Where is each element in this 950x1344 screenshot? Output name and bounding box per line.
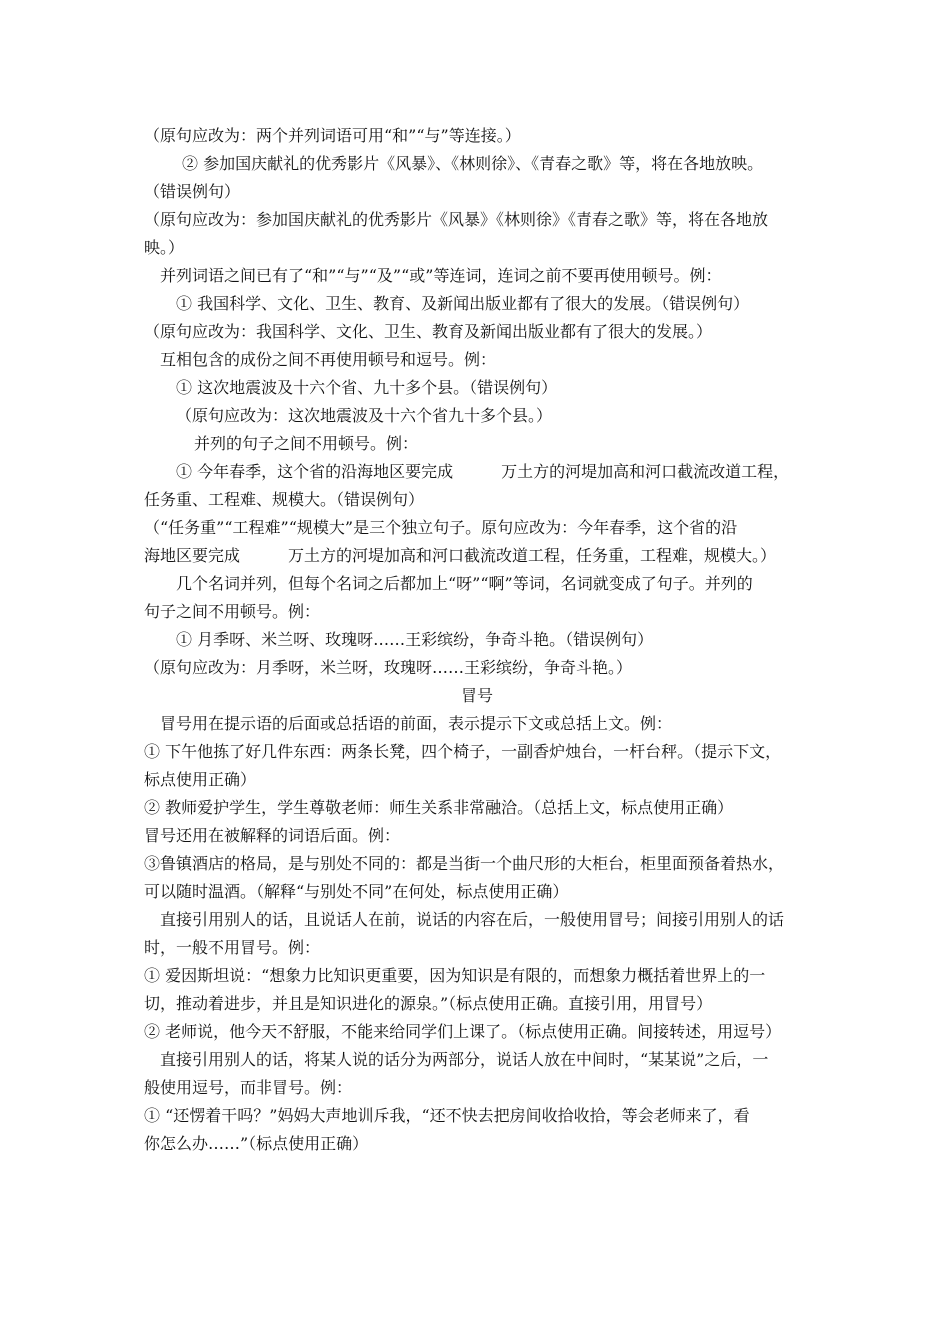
example-sentence: ① 月季呀、米兰呀、玫瑰呀……王彩缤纷，争奇斗艳。（错误例句） xyxy=(176,630,654,649)
example-sentence: ① “还愣着干吗？”妈妈大声地训斥我，“还不快去把房间收拾收拾，等会老师来了，看 xyxy=(144,1106,750,1125)
text-line: 你怎么办……”（标点使用正确） xyxy=(144,1134,369,1153)
example-sentence: ③鲁镇酒店的格局，是与别处不同的：都是当街一个曲尺形的大柜台，柜里面预备着热水， xyxy=(144,854,785,873)
rule-paragraph: 并列的句子之间不用顿号。例： xyxy=(194,434,419,453)
text-line: 映。） xyxy=(144,238,185,257)
example-sentence: ② 教师爱护学生，学生尊敬老师：师生关系非常融洽。（总括上文，标点使用正确） xyxy=(144,798,734,817)
rule-paragraph: 直接引用别人的话，将某人说的话分为两部分，说话人放在中间时，“某某说”之后，一 xyxy=(160,1050,769,1069)
example-sentence: ① 爱因斯坦说：“想象力比知识更重要，因为知识是有限的，而想象力概括着世界上的一 xyxy=(144,966,766,985)
example-sentence: ① 下午他拣了好几件东西：两条长凳，四个椅子，一副香炉烛台，一杆台秤。（提示下文， xyxy=(144,742,782,761)
text-line: （错误例句） xyxy=(144,182,241,201)
text-line: 标点使用正确） xyxy=(144,770,257,789)
text-line: 般使用逗号，而非冒号。例： xyxy=(144,1078,353,1097)
rule-paragraph: 冒号用在提示语的后面或总括语的前面，表示提示下文或总括上文。例： xyxy=(160,714,673,733)
text-line: （原句应改为：参加国庆献礼的优秀影片《风暴》《林则徐》《青春之歌》等，将在各地放 xyxy=(144,210,769,229)
example-sentence: ① 今年春季，这个省的沿海地区要完成 万土方的河堤加高和河口截流改道工程， xyxy=(176,462,790,481)
text-line: 海地区要完成 万土方的河堤加高和河口截流改道工程，任务重，工程难，规模大。） xyxy=(144,546,777,565)
example-sentence: ① 这次地震波及十六个省、九十多个县。（错误例句） xyxy=(176,378,558,397)
rule-paragraph: 直接引用别人的话，且说话人在前，说话的内容在后，一般使用冒号；间接引用别人的话 xyxy=(160,910,785,929)
rule-paragraph: 互相包含的成份之间不再使用顿号和逗号。例： xyxy=(160,350,497,369)
rule-paragraph: 几个名词并列，但每个名词之后都加上“呀”“啊”等词，名词就变成了句子。并列的 xyxy=(176,574,753,593)
text-line: 时，一般不用冒号。例： xyxy=(144,938,321,957)
example-sentence: ① 我国科学、文化、卫生、教育、及新闻出版业都有了很大的发展。（错误例句） xyxy=(176,294,750,313)
rule-paragraph: 并列词语之间已有了“和”“与”“及”“或”等连词，连词之前不要再使用顿号。例： xyxy=(160,266,722,285)
text-line: 句子之间不用顿号。例： xyxy=(144,602,321,621)
section-heading: 冒号 xyxy=(460,686,493,705)
text-line: （原句应改为：两个并列词语可用“和”“与”等连接。） xyxy=(144,126,521,145)
example-sentence: ② 老师说，他今天不舒服，不能来给同学们上课了。（标点使用正确。间接转述，用逗号） xyxy=(144,1022,782,1041)
correction-line: （“任务重”“工程难”“规模大”是三个独立句子。原句应改为：今年春季，这个省的沿 xyxy=(144,518,738,537)
correction-line: （原句应改为：这次地震波及十六个省九十多个县。） xyxy=(176,406,553,425)
text-line: 切，推动着进步，并且是知识进化的源泉。”（标点使用正确。直接引用，用冒号） xyxy=(144,994,713,1013)
text-line: 可以随时温酒。（解释“与别处不同”在何处，标点使用正确） xyxy=(144,882,569,901)
document-body xyxy=(144,122,810,1158)
correction-line: （原句应改为：月季呀，米兰呀，玫瑰呀……王彩缤纷，争奇斗艳。） xyxy=(144,658,633,677)
correction-line: （原句应改为：我国科学、文化、卫生、教育及新闻出版业都有了很大的发展。） xyxy=(144,322,713,341)
example-sentence: ② 参加国庆献礼的优秀影片《风暴》、《林则徐》、《青春之歌》等，将在各地放映。 xyxy=(182,154,764,173)
text-line: 任务重、工程难、规模大。（错误例句） xyxy=(144,490,425,509)
rule-paragraph: 冒号还用在被解释的词语后面。例： xyxy=(144,826,401,845)
